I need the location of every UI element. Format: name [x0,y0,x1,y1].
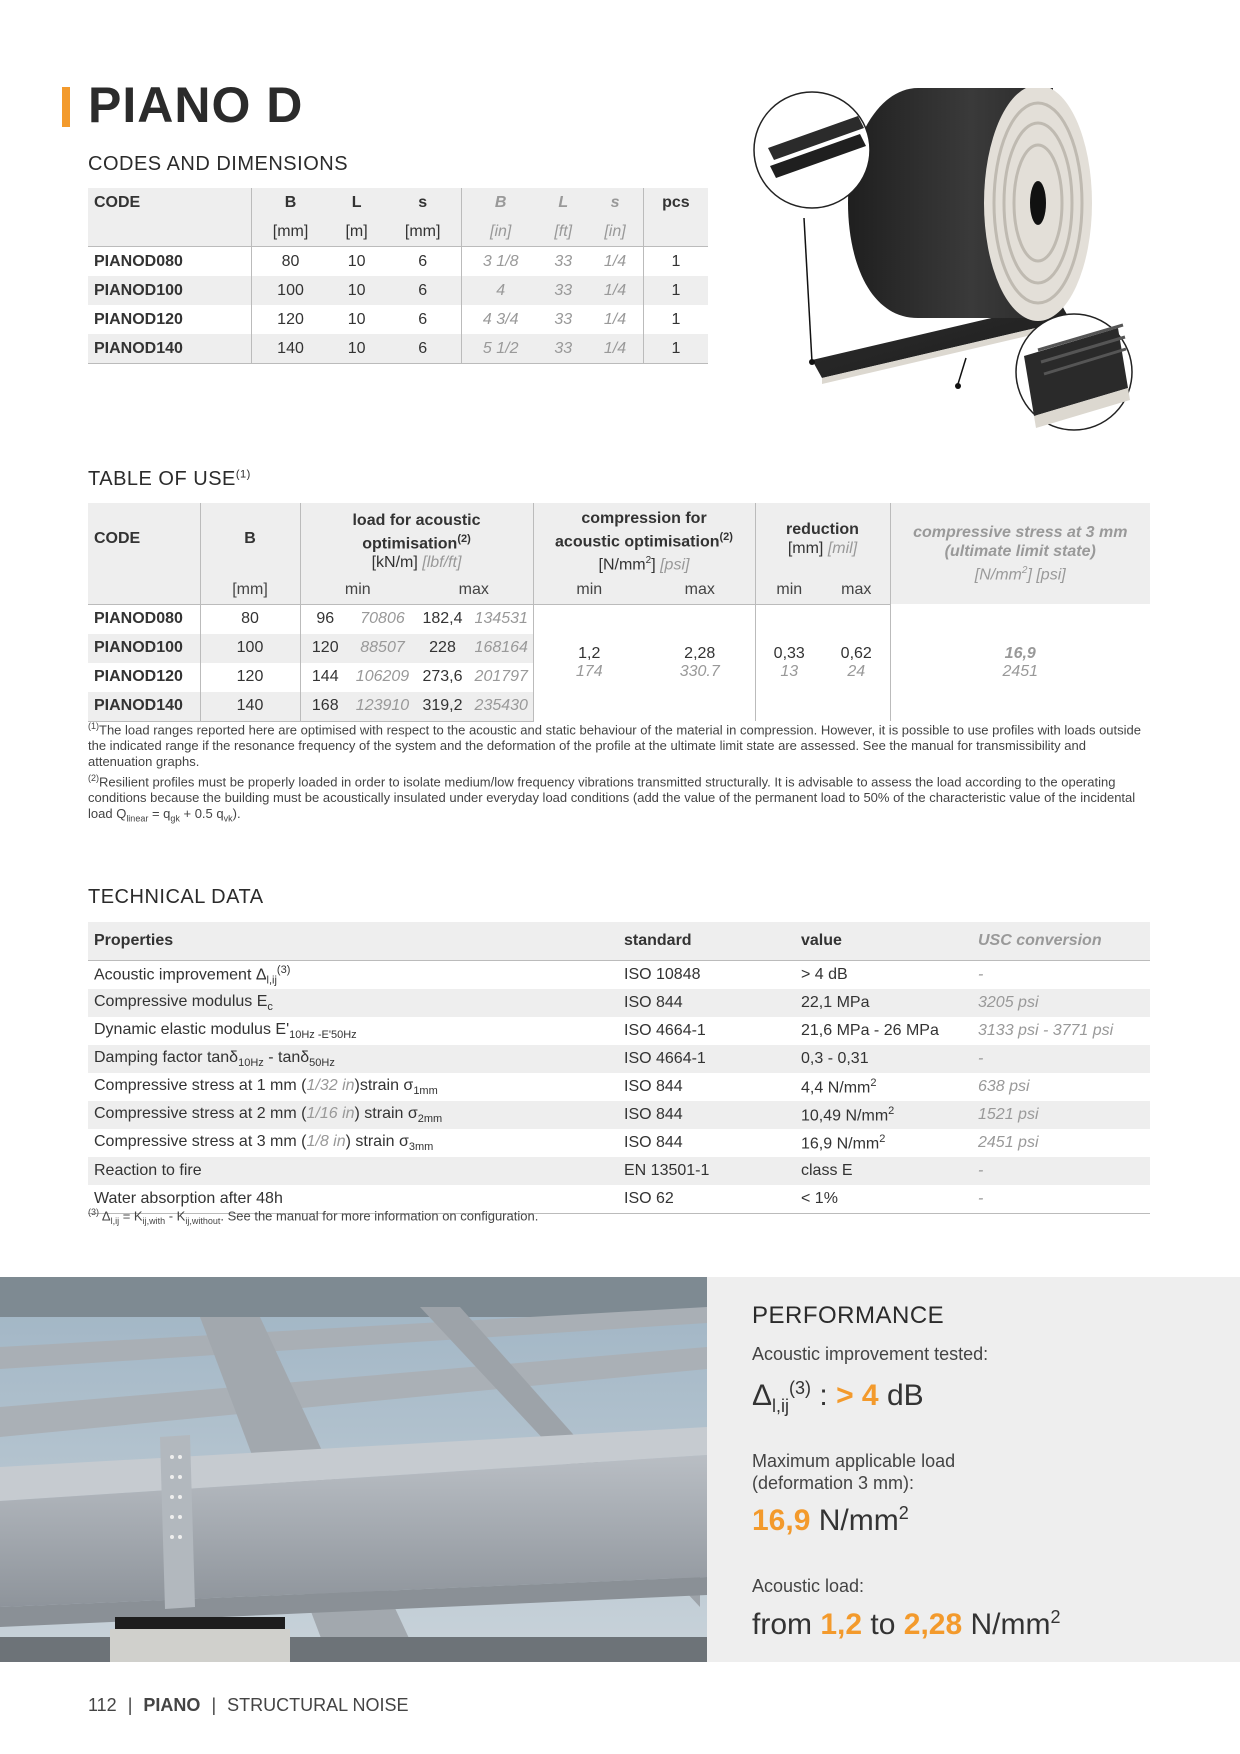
codes-heading: CODES AND DIMENSIONS [88,153,349,175]
property-cell [88,1073,618,1101]
load-max-usc-cell: 168164 [470,634,533,663]
performance-delta [752,1378,924,1417]
b-in-cell: 4 3/4 [462,305,540,334]
property-after: ) strain σ [354,1104,418,1122]
load-max-usc-cell: 235430 [470,692,533,722]
delta-symbol: Δ [752,1379,773,1412]
s-mm-cell: 6 [418,252,428,270]
load-max-cell: 319,2 [415,692,470,722]
use-heading [88,468,251,491]
stress-cell [890,604,1150,721]
to-value: 2,28 [903,1608,963,1641]
s-mm-cell: 6 [384,276,461,305]
footnote-2-sub-gk: gk [170,813,180,824]
footnote-3-c: - K [165,1208,186,1224]
comp-min-cell [533,604,645,721]
property-sub2: 50Hz [309,1057,335,1070]
property-imperial: 1/16 in [306,1104,355,1122]
performance-tested-label: Acoustic improvement tested: [752,1344,989,1364]
page-title: PIANO D [88,77,304,133]
l-m-cell: 10 [347,310,366,328]
footer-section: STRUCTURAL NOISE [227,1695,409,1715]
red-max-cell [823,604,890,721]
b-mm-cell: 100 [252,276,329,305]
use-head-comp-sup: (2) [719,531,733,543]
usc-cell: 2451 psi [978,1134,1039,1151]
table-row [88,1129,1150,1157]
value-cell [795,1129,972,1157]
tech-table [88,922,1150,1214]
red-max-usc: 24 [847,662,866,680]
property-sub: c [267,1001,273,1014]
b-in-cell: 4 [462,276,540,305]
table-row [88,1017,1150,1045]
codes-head-code: CODE [88,188,252,217]
l-ft-cell: 33 [539,334,587,364]
property-sub: 3mm [408,1141,434,1154]
property-text: Dynamic elastic modulus E' [94,1020,290,1038]
standard-cell: ISO 844 [618,989,795,1017]
value-cell [795,1101,972,1129]
load-min-usc-cell: 70806 [360,610,405,628]
code-cell: PIANOD140 [88,334,252,364]
standard-cell: EN 13501-1 [618,1157,795,1185]
property-after: ) strain σ [345,1132,409,1150]
use-head-stress-unit-end: ] [1027,566,1032,584]
footnote-2 [88,770,1150,827]
codes-head-pcs: pcs [643,188,708,217]
codes-head-s-usc: s [587,188,643,217]
code-cell: PIANOD100 [88,276,252,305]
codes-head-b-usc: B [462,188,540,217]
footnote-3-d: . See the manual for more information on configuration. [220,1208,539,1224]
load-min-usc-cell: 123910 [350,692,415,722]
use-sub-load-max: max [415,576,533,605]
b-mm-cell: 80 [252,247,329,277]
s-in-cell: 1/4 [603,310,627,328]
use-head-stress-unit-sup: 2 [1021,564,1028,576]
to-text: to [862,1608,904,1641]
load-max-cell: 228 [415,634,470,663]
use-head-comp [533,503,755,576]
footnote-2-mid2: + 0.5 q [179,806,224,822]
usc-cell: 3205 psi [972,989,1150,1017]
l-ft-cell: 33 [539,276,587,305]
resilient-strip [115,1617,285,1629]
property-text: Damping factor tanδ [94,1048,239,1066]
property-cell [88,1101,618,1129]
load-min-cell: 144 [300,663,350,692]
property-sub: 10Hz [238,1057,264,1070]
l-ft-cell: 33 [554,310,573,328]
use-head-load-sup: (2) [457,533,471,546]
value-text: 4,4 N/mm [801,1079,871,1097]
code-cell: PIANOD120 [94,668,183,686]
s-mm-cell: 6 [384,334,461,364]
codes-unit-l: [m] [329,217,384,247]
use-head-code: CODE [88,503,200,576]
property-text: Compressive stress at 3 mm ( [94,1132,307,1150]
standard-cell: ISO 844 [624,1134,683,1151]
footnote-1 [88,718,1150,770]
load-min-cell: 168 [300,692,350,722]
load-min-usc-cell: 88507 [350,634,415,663]
footer-brand: PIANO [143,1695,201,1715]
page-footer [88,1695,409,1716]
code-cell: PIANOD100 [88,634,200,663]
table-row [88,247,708,277]
footnote-2-mid: = q [148,806,171,822]
footnote-3-marker: (3) [88,1207,99,1217]
b-cell: 100 [200,634,300,663]
property-cell [88,1045,618,1073]
performance-max-load [752,1503,909,1538]
property-text: Compressive stress at 1 mm ( [94,1076,307,1094]
table-row [88,276,708,305]
delta-sup: (3) [789,1378,812,1398]
use-head-red-unit-usc: [mil] [827,540,858,558]
tech-head-properties: Properties [88,922,618,961]
property-text: Acoustic improvement Δ [94,966,267,984]
footnote-3-sub3: ij,without [185,1215,221,1226]
pcs-cell: 1 [643,247,708,277]
stress-value: 16,9 [1004,644,1036,662]
load-min-cell: 120 [300,634,350,663]
performance-acoustic-label: Acoustic load: [752,1576,865,1596]
footnote-2-sub-linear: linear [126,813,149,824]
table-row [88,334,708,364]
property-sub: 2mm [417,1113,443,1126]
max-label-line1: Maximum applicable load [752,1451,956,1471]
b-cell: 80 [200,604,300,634]
use-table [88,503,1150,722]
property-cell [88,961,618,990]
footnote-3-sub2: ij,with [142,1215,166,1226]
pcs-cell: 1 [643,305,708,334]
pcs-cell: 1 [643,334,708,364]
max-load-unit-sup: 2 [898,1503,909,1523]
from-value: 1,2 [820,1608,863,1641]
load-max-cell: 273,6 [422,668,463,686]
b-cell: 120 [200,663,300,692]
property-after: )strain σ [354,1076,414,1094]
footnote-3 [88,1204,538,1229]
use-sub-b-unit: [mm] [200,576,300,605]
use-head-load-unit: [kN/m] [371,554,418,572]
use-sub-red-min: min [755,576,823,605]
standard-cell: ISO 4664-1 [624,1022,706,1039]
value-sup: 2 [888,1104,895,1117]
use-head-stress-line1: compressive stress at 3 mm [913,523,1128,541]
use-head-stress-unit-usc: [psi] [1036,566,1066,584]
use-heading-text: TABLE OF USE [88,468,236,490]
use-head-red-line1: reduction [786,521,859,539]
delta-colon: : [811,1379,837,1412]
l-m-cell: 10 [329,276,384,305]
use-head-comp-unit-usc: [psi] [660,556,690,574]
page-number: 112 [88,1695,117,1715]
codes-head-l: L [329,188,384,217]
red-min-usc: 13 [780,662,799,680]
l-m-cell: 10 [347,252,366,270]
usc-cell: 638 psi [978,1078,1030,1095]
tech-head-standard: standard [618,922,795,961]
table-row [88,1045,1150,1073]
comp-max-cell [645,604,755,721]
codes-unit-s: [mm] [384,217,461,247]
value-cell: class E [795,1157,972,1185]
l-ft-cell: 33 [554,252,573,270]
property-sub: 1mm [413,1085,438,1098]
property-cell: Water absorption after 48h [88,1185,618,1214]
max-load-unit: N/mm [810,1504,899,1537]
use-head-load [300,503,533,576]
red-max-value: 0,62 [840,644,872,662]
use-sub-red-max: max [823,576,890,605]
load-max-cell: 182,4 [422,610,463,628]
s-in-cell: 1/4 [587,276,643,305]
use-head-stress-line2: (ultimate limit state) [944,542,1096,560]
property-imperial: 1/8 in [306,1132,346,1150]
value-cell: > 4 dB [801,966,848,983]
l-m-cell: 10 [329,334,384,364]
code-cell: PIANOD080 [94,252,183,270]
tech-heading: TECHNICAL DATA [88,886,264,908]
value-cell [795,1073,972,1101]
usc-cell: - [972,1185,1150,1214]
use-sub-code [88,576,200,605]
codes-unit-s-usc: [in] [587,217,643,247]
s-in-cell: 1/4 [603,252,627,270]
red-min-value: 0,33 [773,644,805,662]
load-max-usc-cell: 201797 [474,668,528,686]
footnote-2-text: Resilient profiles must be properly loaded in order to isolate medium/low frequency vibrations transmitted structurally. It is advisable to assess the load according to the operating conditions because the building must be acoustically insulated under everyday load conditions (add the value of the permanent load to 50% of the characteristic value of the incidental load Q [88,774,1136,822]
footnote-3-b: = K [119,1208,143,1224]
table-row [88,1101,1150,1129]
red-min-cell [755,604,823,721]
load-min-cell: 96 [300,604,350,634]
property-sub: 10Hz -E'50Hz [289,1029,357,1042]
b-cell: 140 [200,692,300,722]
use-head-load-line1: load for acoustic [352,512,481,530]
table-row [88,1157,1150,1185]
standard-cell: ISO 4664-1 [618,1045,795,1073]
property-text: Compressive modulus E [94,992,268,1010]
codes-unit-b-usc: [in] [462,217,540,247]
value-sup: 2 [879,1132,886,1145]
b-mm-cell: 140 [252,334,329,364]
use-head-stress-unit: [N/mm [974,566,1022,584]
codes-unit-l-usc: [ft] [539,217,587,247]
max-load-value: 16,9 [752,1504,811,1537]
delta-unit: dB [878,1379,924,1412]
tech-head-value: value [795,922,972,961]
standard-cell: ISO 10848 [624,966,701,983]
product-roll-illustration [748,88,1153,448]
value-cell: 0,3 - 0,31 [795,1045,972,1073]
use-sub-load-min: min [300,576,415,605]
value-sup: 2 [870,1076,877,1089]
use-head-red [755,503,890,576]
footnote-2-end: ). [232,806,241,822]
usc-cell: 1521 psi [972,1101,1150,1129]
value-text: 10,49 N/mm [801,1107,889,1125]
delta-value: > 4 [836,1379,879,1412]
footnote-2-sub-vk: vk [223,813,233,824]
comp-max-value: 2,28 [684,644,716,662]
property-imperial: 1/32 in [306,1076,355,1094]
table-row [88,961,1150,990]
table-row [88,1073,1150,1101]
property-cell [88,1129,618,1157]
usc-cell: - [978,966,984,983]
code-cell: PIANOD080 [94,610,183,628]
footnote-2-marker: (2) [88,773,99,783]
performance-acoustic-load [752,1607,1061,1642]
footnote-1-marker: (1) [88,721,99,731]
usc-cell: - [972,1157,1150,1185]
to-unit: N/mm [962,1608,1051,1641]
s-mm-cell: 6 [418,310,428,328]
use-head-comp-unit-sup: 2 [645,555,652,567]
performance-heading: PERFORMANCE [752,1302,945,1329]
value-text: 16,9 N/mm [801,1135,880,1153]
load-min-usc-cell: 106209 [355,668,410,686]
value-cell: < 1% [795,1185,972,1214]
use-head-load-unit-usc: [lbf/ft] [422,554,462,572]
to-unit-sup: 2 [1050,1607,1061,1627]
use-head-load-line2: optimisation [362,535,458,553]
from-text: from [752,1608,821,1641]
codes-head-s: s [384,188,461,217]
use-head-comp-line2: acoustic optimisation [555,533,720,551]
codes-head-l-usc: L [539,188,587,217]
codes-unit-empty [88,217,252,247]
code-cell: PIANOD140 [88,692,200,722]
property-cell [88,1017,618,1045]
title-accent-bar [62,87,70,127]
b-in-cell: 3 1/8 [462,247,540,277]
performance-max-label [752,1450,955,1494]
value-cell: 21,6 MPa - 26 MPa [801,1022,939,1039]
usc-cell: 3133 psi - 3771 psi [978,1022,1114,1039]
comp-min-value: 1,2 [578,644,601,662]
use-sub-comp-max: max [645,576,755,605]
b-in-cell: 5 1/2 [462,334,540,364]
comp-max-usc: 330.7 [679,662,720,680]
use-head-red-unit: [mm] [787,540,824,558]
property-cell: Reaction to fire [88,1157,618,1185]
codes-unit-b: [mm] [252,217,329,247]
footnote-3-sub1: l,ij [110,1215,120,1226]
stress-usc: 2451 [1002,662,1039,680]
standard-cell: ISO 844 [624,1078,683,1095]
usc-cell: - [972,1045,1150,1073]
code-cell: PIANOD120 [94,310,183,328]
tech-head-usc: USC conversion [972,922,1150,961]
codes-table [88,188,708,364]
footnote-3-delta: Δ [101,1208,111,1224]
property-cell [88,989,618,1017]
use-head-b: B [200,503,300,576]
use-head-comp-unit-end: ] [651,556,656,574]
footer-separator: | [127,1695,133,1715]
max-label-line2: (deformation 3 mm): [752,1473,915,1493]
comp-min-usc: 174 [575,662,603,680]
pcs-cell: 1 [643,276,708,305]
use-head-comp-line1: compression for [581,510,707,527]
value-cell: 22,1 MPa [795,989,972,1017]
standard-cell: ISO 62 [618,1185,795,1214]
property-text: Compressive stress at 2 mm ( [94,1104,307,1122]
steel-structure-photo [0,1277,707,1662]
table-row [88,305,708,334]
roll-core [1030,181,1046,225]
use-heading-sup: (1) [235,468,251,481]
use-sub-comp-min: min [533,576,645,605]
property-rest: - tanδ [263,1048,310,1066]
concrete-support [110,1629,290,1662]
s-in-cell: 1/4 [587,334,643,364]
b-mm-cell: 120 [252,305,329,334]
table-row [88,989,1150,1017]
use-head-comp-unit: [N/mm [598,556,646,574]
table-row [88,604,1150,634]
delta-sub: l,ij [772,1396,790,1416]
codes-unit-pcs [643,217,708,247]
property-sup: (3) [276,963,291,976]
footer-separator: | [211,1695,217,1715]
load-max-usc-cell: 134531 [474,610,528,628]
standard-cell: ISO 844 [618,1101,795,1129]
property-sub: l,ij [266,974,277,987]
footnote-1-text: The load ranges reported here are optimised with respect to the acoustic and static behaviour of the material in compression. However, it is possible to use profiles with loads outside the indicated range if the resonance frequency of the system and the deformation of the profile at the ultimate limit state are assessed. See the manual for transmissibility and attenuation graphs. [88,722,1141,770]
codes-head-b: B [252,188,329,217]
use-head-stress [890,503,1150,604]
